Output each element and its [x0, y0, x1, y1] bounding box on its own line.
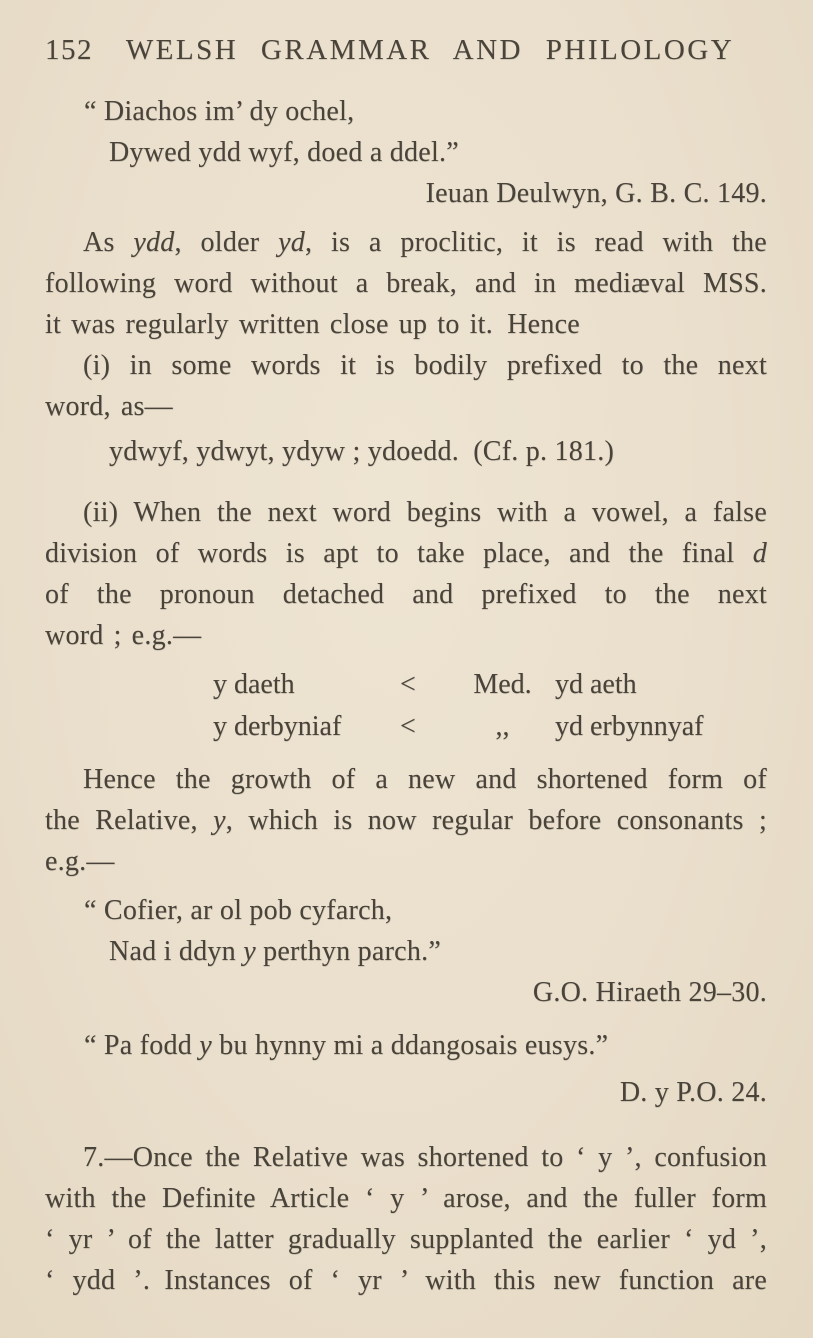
italic-text-run: ydd [133, 227, 175, 258]
text-run: the Relative, [45, 805, 214, 836]
italic-text-run: y [243, 936, 256, 967]
derivation-table [213, 664, 767, 748]
text-run: Dywed ydd wyf, doed a ddel.” [109, 137, 459, 168]
text-run: ydwyf, ydwyt, ydyw ; ydoedd. (Cf. p. 181.) [109, 436, 615, 467]
italic-text-run: y [213, 805, 226, 836]
verse-quote-hiraeth [45, 890, 767, 1013]
paragraph-section-7 [45, 1137, 767, 1301]
cell-modern-form: y daeth [213, 669, 295, 700]
text-line [45, 222, 767, 263]
text-run: it was regularly written close up to it. Hence [45, 309, 580, 340]
text-line [45, 1260, 767, 1301]
running-header [45, 0, 767, 67]
paragraph-hence [45, 759, 767, 882]
text-line [45, 800, 767, 841]
text-line [45, 1178, 767, 1219]
cell-older-form: yd erbynnyaf [555, 711, 704, 742]
text-line [45, 759, 767, 800]
text-run: word, as— [45, 391, 173, 422]
italic-text-run: d [752, 538, 767, 569]
text-run: bu hynny mi a ddangosais eusys.” [211, 1030, 609, 1061]
verse-line [45, 890, 767, 931]
text-line [45, 574, 767, 615]
less-than-sign: < [400, 669, 416, 700]
verse-line [45, 91, 767, 132]
cell-modern-form: y derbyniaf [213, 711, 342, 742]
text-run: with the Definite Article ‘ y ’ arose, and the fuller form [45, 1183, 767, 1214]
text-run: , older [174, 227, 279, 258]
text-line [45, 263, 767, 304]
text-run: “ Pa fodd [84, 1030, 200, 1061]
text-run: of the pronoun detached and prefixed to the next [45, 579, 767, 610]
text-run: Nad i ddyn [109, 936, 244, 967]
text-line [45, 345, 767, 386]
example-forms-line [45, 431, 767, 472]
text-line [45, 1137, 767, 1178]
italic-text-run: y [199, 1030, 212, 1061]
table-row [213, 664, 767, 706]
less-than-sign: < [400, 711, 416, 742]
text-run: perthyn parch.” [255, 936, 442, 967]
verse-line [45, 1025, 767, 1066]
italic-text-run: yd [278, 227, 305, 258]
paragraph-item-i [45, 345, 767, 427]
cell-source-label: Med. [473, 669, 532, 700]
text-run: (i) in some words it is bodily prefixed to the next [83, 350, 767, 381]
text-run: ‘ ydd ’. Instances of ‘ yr ’ with this new function are [45, 1265, 767, 1296]
verse-line [45, 132, 767, 173]
text-run: As [83, 227, 134, 258]
quote-attribution: D. y P.O. 24. [619, 1077, 767, 1108]
text-line [45, 304, 767, 345]
paragraph-proclitic [45, 222, 767, 345]
text-run: e.g.— [45, 846, 115, 877]
cell-older-form: yd aeth [555, 669, 637, 700]
text-line [45, 841, 767, 882]
text-run: Hence the growth of a new and shortened form of [83, 764, 767, 795]
text-run: “ Diachos im’ dy ochel, [84, 96, 355, 127]
text-run: word ; e.g.— [45, 620, 202, 651]
page-number: 152 [45, 34, 93, 66]
text-run: , which is now regular before consonants ; [225, 805, 767, 836]
running-title: WELSH GRAMMAR AND PHILOLOGY [125, 34, 735, 66]
verse-quote-pafodd [45, 1025, 767, 1113]
text-run: , is a proclitic, it is read with the [305, 227, 767, 258]
text-run: “ Cofier, ar ol pob cyfarch, [84, 895, 393, 926]
text-line [45, 386, 767, 427]
quote-attribution: G.O. Hiraeth 29–30. [532, 977, 767, 1008]
ditto-mark: ,, [495, 711, 510, 742]
verse-line [45, 931, 767, 972]
text-run: following word without a break, and in mediæval MSS. [45, 268, 767, 299]
paragraph-item-ii [45, 492, 767, 656]
text-line [45, 615, 767, 656]
table-row [213, 706, 767, 748]
quote-attribution: Ieuan Deulwyn, G. B. C. 149. [425, 178, 767, 209]
text-run: ‘ yr ’ of the latter gradually supplanted the earlier ‘ yd ’, [45, 1224, 767, 1255]
text-line [45, 492, 767, 533]
text-run: 7.—Once the Relative was shortened to ‘ y ’, confusion [83, 1142, 767, 1173]
text-line [45, 533, 767, 574]
text-line [45, 1219, 767, 1260]
text-run: (ii) When the next word begins with a vowel, a false [83, 497, 767, 528]
text-run: division of words is apt to take place, and the final [45, 538, 753, 569]
verse-quote-deulwyn [45, 91, 767, 214]
